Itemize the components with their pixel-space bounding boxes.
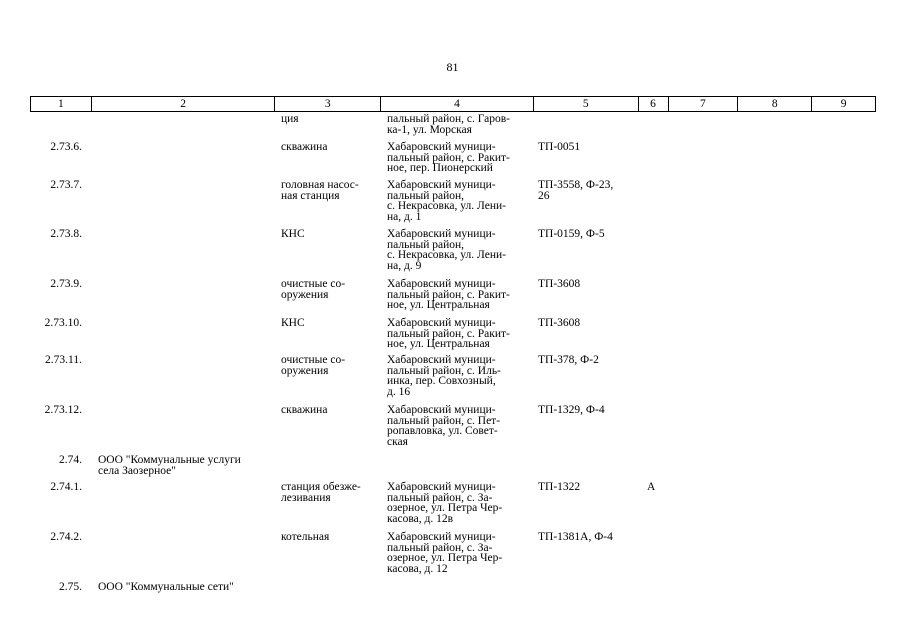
substation: ТП-0051	[538, 141, 581, 153]
header-col-9: 9	[840, 98, 847, 110]
object-name: головная насос- ная станция	[281, 179, 359, 202]
substation: ТП-1381А, Ф-4	[538, 531, 613, 543]
header-col-7: 7	[669, 97, 739, 111]
object-name: скважина	[281, 404, 328, 416]
organization-name: ООО "Коммунальные сети"	[98, 581, 234, 593]
object-address: Хабаровский муници- пальный район, с. Ракит- ное, ул. Центральная	[387, 278, 510, 311]
table-header	[30, 96, 876, 112]
substation: ТП-1329, Ф-4	[538, 404, 605, 416]
substation: ТП-378, Ф-2	[538, 354, 599, 366]
object-address: Хабаровский муници- пальный район, с. Ракит- ное, пер. Пионерский	[387, 141, 510, 174]
substation: ТП-0159, Ф-5	[538, 228, 605, 240]
row-number: 2.75.	[59, 581, 82, 593]
object-name: КНС	[281, 228, 305, 240]
object-address: Хабаровский муници- пальный район, с. За- озерное, ул. Петра Чер- касова, д. 12	[387, 531, 503, 575]
object-address: Хабаровский муници- пальный район, с. Пет- ропавловка, ул. Совет- ская	[387, 404, 501, 448]
substation: ТП-3558, Ф-23, 26	[538, 179, 614, 202]
object-name: скважина	[281, 141, 328, 153]
header-col-8: 8	[738, 97, 812, 111]
substation: ТП-3608	[538, 317, 581, 329]
object-name: станция обезже- лезивания	[281, 481, 361, 504]
header-col-5: 5	[534, 97, 639, 111]
row-number: 2.73.6.	[50, 141, 82, 153]
object-address: Хабаровский муници- пальный район, с. Иль- инка, пер. Совхозный, д. 16	[387, 354, 501, 398]
object-name: очистные со- оружения	[281, 278, 346, 301]
header-col-1: 1	[31, 97, 92, 111]
object-name: КНС	[281, 317, 305, 329]
category: А	[647, 481, 656, 493]
substation: ТП-1322	[538, 481, 581, 493]
row-number: 2.74.1.	[50, 481, 82, 493]
object-name: котельная	[281, 531, 330, 543]
row-number: 2.74.	[59, 454, 82, 466]
object-name: очистные со- оружения	[281, 354, 346, 377]
object-address: пальный район, с. Гаров- ка-1, ул. Морская	[387, 113, 510, 136]
row-number: 2.73.8.	[50, 228, 82, 240]
object-address: Хабаровский муници- пальный район, с. Ракит- ное, ул. Центральная	[387, 317, 510, 350]
substation: ТП-3608	[538, 278, 581, 290]
row-number: 2.74.2.	[50, 531, 82, 543]
object-name: ция	[281, 113, 299, 125]
header-col-6: 6	[639, 97, 669, 111]
row-number: 2.73.11.	[45, 354, 82, 366]
row-number: 2.73.10.	[44, 317, 82, 329]
header-col-3: 3	[275, 97, 381, 111]
page-number: 81	[446, 60, 459, 74]
row-number: 2.73.12.	[44, 404, 82, 416]
object-address: Хабаровский муници- пальный район, с. Некрасовка, ул. Лени- на, д. 9	[387, 228, 506, 272]
header-col-4: 4	[381, 97, 534, 111]
header-col-2: 2	[92, 97, 276, 111]
object-address: Хабаровский муници- пальный район, с. За- озерное, ул. Петра Чер- касова, д. 12в	[387, 481, 503, 525]
row-number: 2.73.7.	[50, 179, 82, 191]
row-number: 2.73.9.	[50, 278, 82, 290]
object-address: Хабаровский муници- пальный район, с. Некрасовка, ул. Лени- на, д. 1	[387, 179, 506, 223]
organization-name: ООО "Коммунальные услуги села Заозерное"	[98, 454, 241, 477]
